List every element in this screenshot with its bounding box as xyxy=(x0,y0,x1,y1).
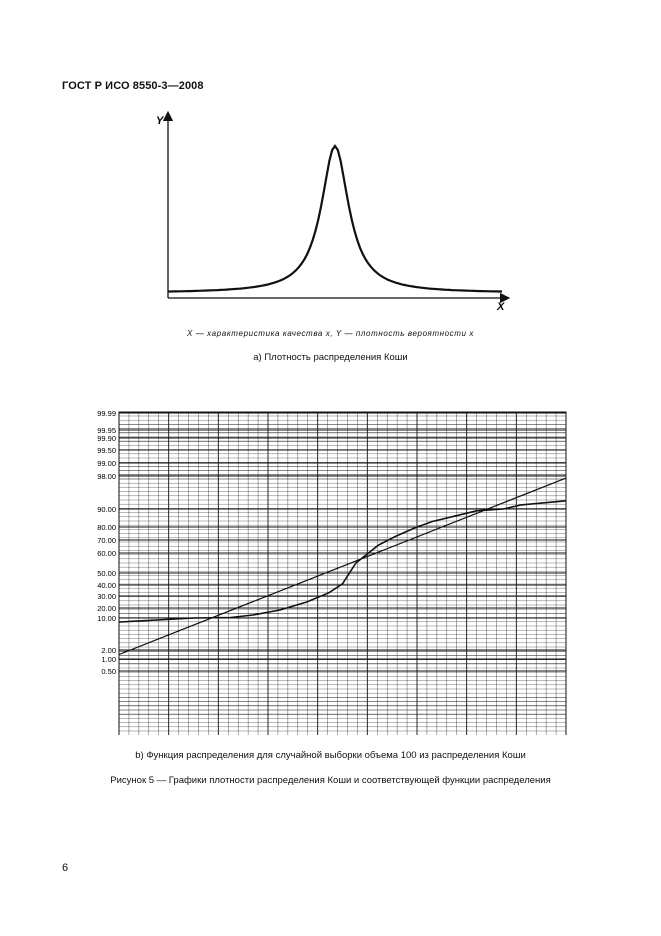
y-tick-label: 1.00 xyxy=(101,655,116,664)
y-tick-label: 99.00 xyxy=(97,459,116,468)
figure-b-caption: b) Функция распределения для случайной выборки объема 100 из распределения Коши xyxy=(135,750,526,761)
y-tick-label: 98.00 xyxy=(97,472,116,481)
figure-a-legend: X — характеристика качества x, Y — плотность вероятности x xyxy=(186,329,474,338)
y-tick-label: 0.50 xyxy=(101,667,116,676)
y-tick-label: 30.00 xyxy=(97,592,116,601)
figure-caption: Рисунок 5 — Графики плотности распределения Коши и соответствующей функции распределения xyxy=(110,775,551,786)
y-tick-labels xyxy=(97,409,116,676)
y-tick-label: 40.00 xyxy=(97,581,116,590)
y-tick-label: 90.00 xyxy=(97,505,116,514)
y-tick-label: 99.99 xyxy=(97,409,116,418)
density-chart xyxy=(150,108,520,318)
y-tick-label: 20.00 xyxy=(97,604,116,613)
y-tick-label: 99.90 xyxy=(97,434,116,443)
probability-chart xyxy=(90,405,570,735)
y-axis-label: Y xyxy=(156,115,164,127)
document-header: ГОСТ Р ИСО 8550-3—2008 xyxy=(62,80,204,92)
x-axis-label: X xyxy=(497,301,505,313)
y-tick-label: 10.00 xyxy=(97,614,116,623)
fitted-line xyxy=(119,478,566,654)
figure-a-caption: а) Плотность распределения Коши xyxy=(253,352,408,363)
y-tick-label: 70.00 xyxy=(97,536,116,545)
y-tick-label: 2.00 xyxy=(101,646,116,655)
empirical-distribution xyxy=(119,501,566,622)
y-tick-label: 80.00 xyxy=(97,523,116,532)
plot-frame xyxy=(119,412,566,735)
y-tick-label: 99.50 xyxy=(97,446,116,455)
density-curve xyxy=(168,146,502,292)
page-number: 6 xyxy=(62,862,69,874)
probability-grid xyxy=(119,412,566,735)
y-tick-label: 60.00 xyxy=(97,549,116,558)
y-tick-label: 50.00 xyxy=(97,569,116,578)
y-tick-label: 99.95 xyxy=(97,426,116,435)
